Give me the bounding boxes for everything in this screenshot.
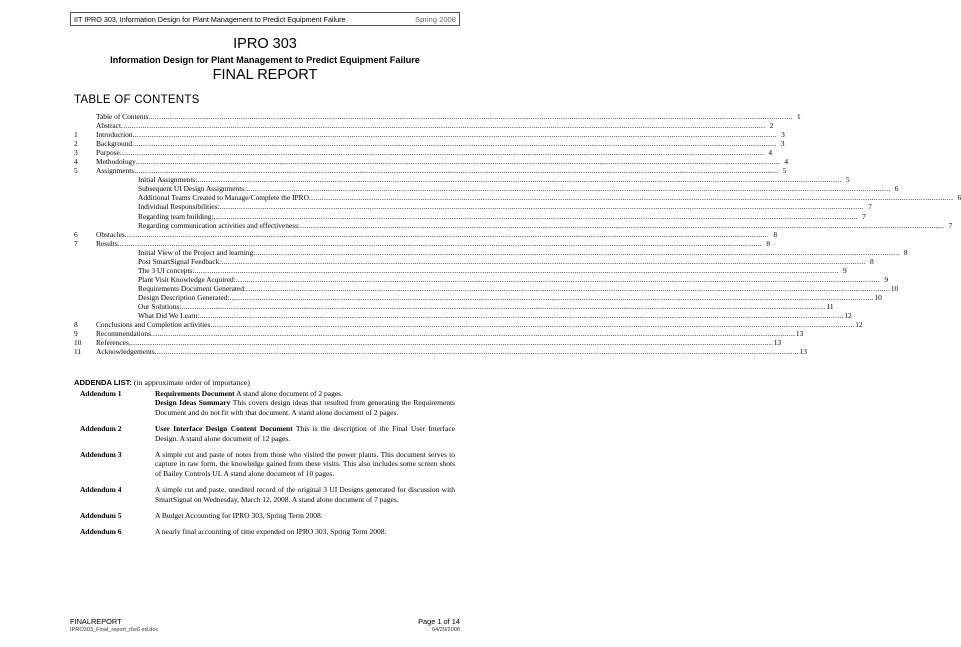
toc-entry-page: 8 [869,256,874,266]
toc-entry-page: 5 [845,175,850,185]
addendum-text: A Budget Accounting for IPRO 303, Spring Term 2008. [155,511,323,521]
toc-entry-number: 7 [74,238,78,248]
toc-entry[interactable] [74,193,961,203]
toc-entry-page: 12 [855,320,863,330]
toc-entry-label: References [96,338,129,348]
toc-dot-leader: ............................................................................................................................................................................................................................................................................................................ [121,121,766,131]
toc-entry-label: Post SmartSignal Feedback: [138,256,222,266]
addendum-label: Addendum 1 [80,389,122,398]
toc-entry[interactable] [74,347,807,357]
toc-dot-leader: ............................................................................................................................................................................................................................................................................................................ [213,211,858,221]
toc-entry[interactable] [74,311,852,321]
toc-dot-leader: ............................................................................................................................................................................................................................................................................................................ [151,329,796,339]
toc-entry[interactable] [74,157,789,167]
toc-entry-label: Obstacles [96,229,125,239]
addendum-item [80,511,455,520]
toc-entry-label: Requirements Document Generated: [138,283,246,293]
footer-doc-title: FINALREPORT [70,617,122,626]
toc-entry[interactable] [74,184,899,194]
toc-entry-label: Conclusions and Completion activities [96,320,211,330]
addendum-title: User Interface Design Content Document [155,424,293,434]
toc-dot-leader: ............................................................................................................................................................................................................................................................................................................ [199,311,844,321]
header-date: Spring 2008 [415,14,456,24]
addendum-item [80,424,455,443]
addendum-description [155,424,455,443]
toc-entry-page: 5 [782,166,787,176]
addendum-text: A nearly final accounting of time expended on IPRO 303, Spring Term 2008. [155,527,387,537]
toc-entry[interactable] [74,166,787,176]
toc-entry-page: 13 [799,347,807,357]
toc-entry-page: 9 [884,274,889,284]
toc-entry[interactable] [74,274,889,284]
addenda-heading [74,378,250,387]
toc-entry-page: 8 [773,229,778,239]
toc-entry-label: Results [96,238,118,248]
document-subtitle: Information Design for Plant Management to Predict Equipment Failure [110,55,420,65]
toc-dot-leader: ............................................................................................................................................................................................................................................................................................................ [124,229,770,239]
toc-entry[interactable] [74,238,771,248]
toc-dot-leader: ............................................................................................................................................................................................................................................................................................................ [119,148,765,158]
toc-entry[interactable] [74,148,773,158]
toc-dot-leader: ............................................................................................................................................................................................................................................................................................................ [255,247,900,257]
toc-entry-number: 2 [74,139,78,149]
addendum-description [155,511,455,520]
toc-entry[interactable] [74,139,785,149]
toc-dot-leader: ............................................................................................................................................................................................................................................................................................................ [245,283,891,293]
toc-dot-leader: ............................................................................................................................................................................................................................................................................................................ [132,139,777,149]
toc-entry-page: 7 [948,220,953,230]
toc-entry-page: 9 [843,265,847,275]
toc-entry[interactable] [74,202,872,212]
addendum-subtitle: Design Ideas Summary [155,398,231,408]
toc-entry-number: 11 [74,347,82,357]
toc-entry-label: Acknowledgements [96,347,155,357]
toc-dot-leader: ............................................................................................................................................................................................................................................................................................................ [132,130,777,140]
toc-entry[interactable] [74,320,863,330]
document-title: FINAL REPORT [212,67,318,83]
toc-entry-number: 5 [74,166,78,176]
toc-entry-page: 8 [903,247,908,257]
toc-entry[interactable] [74,292,882,302]
toc-entry-page: 13 [773,338,782,348]
toc-entry[interactable] [74,229,778,239]
footer-date: 04/29/2008 [432,627,460,633]
toc-entry-label: Background [96,139,133,149]
toc-entry-page: 11 [826,301,834,311]
addendum-title: Requirements Document [155,389,235,398]
toc-entry-page: 12 [844,311,852,321]
toc-entry-label: Initial Assignments: [138,175,198,185]
toc-dot-leader: ............................................................................................................................................................................................................................................................................................................ [194,265,839,275]
toc-entry-page: 7 [862,211,866,221]
toc-heading: TABLE OF CONTENTS [74,93,200,106]
toc-entry-page: 7 [868,202,872,212]
toc-entry[interactable] [74,247,908,257]
toc-entry[interactable] [74,112,801,121]
toc-entry-page: 6 [957,193,961,203]
footer-page-number: Page 1 of 14 [418,617,460,626]
toc-dot-leader: ............................................................................................................................................................................................................................................................................................................ [181,301,826,311]
toc-entry-label: What Did We Learn: [138,311,200,321]
toc-entry[interactable] [74,220,953,230]
toc-entry-page: 1 [797,112,801,121]
toc-dot-leader: ............................................................................................................................................................................................................................................................................................................ [148,112,793,121]
toc-entry-label: Assignments [96,166,135,176]
toc-entry-label: Introduction [96,130,133,140]
toc-entry[interactable] [74,175,850,185]
addendum-text: A simple cut and paste, unedited record of the original 3 UI Designs generated for discussion with SmartSignal on Wednesday, March 12, 2008. A stand alone document of 7 pages. [155,485,455,504]
toc-dot-leader: ............................................................................................................................................................................................................................................................................................................ [135,157,781,167]
toc-entry-page: 4 [768,148,773,158]
addendum-label: Addendum 5 [80,511,122,521]
toc-dot-leader: ............................................................................................................................................................................................................................................................................................................ [235,274,881,284]
toc-entry-label: Initial View of the Project and learning: [138,247,256,257]
toc-entry[interactable] [74,301,834,311]
toc-entry-label: The 3 UI concepts: [138,265,195,275]
toc-entry-page: 13 [795,329,804,339]
addendum-text: A stand alone document of 2 pages. [234,389,343,398]
toc-entry-page: 4 [784,157,789,167]
toc-entry-page: 2 [769,121,774,131]
toc-entry-label: Individual Responsibilities: [138,202,220,212]
toc-entry-label: Recommendations [96,329,152,339]
toc-entry-page: 3 [781,130,785,140]
toc-entry[interactable] [74,130,785,140]
addendum-item [80,527,455,536]
toc-entry[interactable] [74,329,804,339]
toc-dot-leader: ............................................................................................................................................................................................................................................................................................................ [300,220,945,230]
toc-entry-number: 8 [74,320,78,330]
addenda-heading-note: (in approximate order of importance) [131,378,250,387]
footer-left [70,617,158,633]
addenda-heading-bold: ADDENDA LIST: [74,378,132,387]
addenda-list [80,389,455,544]
toc-entry-number: 6 [74,229,78,239]
toc-entry[interactable] [74,283,899,293]
addendum-label: Addendum 6 [80,527,122,537]
toc-entry[interactable] [74,256,874,266]
toc-entry-number: 10 [74,338,82,348]
toc-dot-leader: ............................................................................................................................................................................................................................................................................................................ [210,320,855,330]
header-title: IIT IPRO 303, Information Design for Plant Management to Predict Equipment Failure [74,14,346,24]
toc-entry[interactable] [74,211,866,221]
toc-entry-page: 3 [780,139,785,149]
footer-file-name: IPRO303_Final_report_rbs6 ed.doc [70,627,159,633]
addendum-item [80,450,455,478]
toc-dot-leader: ............................................................................................................................................................................................................................................................................................................ [246,184,891,194]
addendum-text: This is the description of the Final User Interface Design. A stand alone document of 12 pages. [155,424,455,443]
toc-entry-page: 8 [766,238,771,248]
toc-entry-number: 9 [74,329,78,339]
addendum-description [155,527,455,536]
toc-entry-page: 10 [890,283,899,293]
running-header [70,12,460,26]
addendum-description [155,389,455,417]
addendum-item [80,485,455,504]
toc-entry-label: Regarding team building: [138,211,214,221]
toc-dot-leader: ............................................................................................................................................................................................................................................................................................................ [229,292,874,302]
toc-entry-label: Our Solutions: [138,301,182,311]
toc-dot-leader: ............................................................................................................................................................................................................................................................................................................ [128,338,774,348]
addendum-label: Addendum 4 [80,485,122,495]
toc-entry-label: Additional Teams Created to Manage/Complete the IPRO [138,193,309,203]
addendum-description [155,450,455,478]
toc-entry-number: 4 [74,157,78,167]
toc-entry-label: Design Description Generated: [138,292,230,302]
toc-entry-label: Table of Contents [96,112,149,121]
toc-entry-label: Purpose [96,148,120,158]
footer-right [418,617,460,633]
addendum-description [155,485,455,504]
toc-entry-number: 3 [74,148,78,158]
toc-entry-page: 10 [874,292,882,302]
addendum-label: Addendum 3 [80,450,122,460]
toc-dot-leader: ............................................................................................................................................................................................................................................................................................................ [134,166,779,176]
toc-entry-label: Abstract [96,121,122,131]
toc-entry-label: Plant Visit Knowledge Acquired: [138,274,236,284]
toc-dot-leader: ............................................................................................................................................................................................................................................................................................................ [197,175,842,185]
toc-dot-leader: ............................................................................................................................................................................................................................................................................................................ [221,256,866,266]
addendum-text: A simple cut and paste of notes from those who visited the power plants. This document serves to capture in raw form, the knowledge gained from these visits. This also includes some screen shots of Bailey Controls UI. A stand alone document of 10 pages. [155,450,455,478]
toc-entry[interactable] [74,121,774,131]
addendum-label: Addendum 2 [80,424,122,434]
document-code: IPRO 303 [233,36,297,52]
toc-dot-leader: ............................................................................................................................................................................................................................................................................................................ [308,193,954,203]
toc-entry[interactable] [74,338,782,348]
toc-dot-leader: ............................................................................................................................................................................................................................................................................................................ [117,238,763,248]
addendum-item [80,389,455,417]
toc-entry-label: Subsequent UI Design Assignments: [138,184,247,194]
toc-entry-label: Methodology [96,157,136,167]
toc-entry-number: 1 [74,130,78,140]
toc-dot-leader: ............................................................................................................................................................................................................................................................................................................ [219,202,864,212]
toc-entry-page: 6 [894,184,899,194]
table-of-contents [74,112,961,357]
toc-dot-leader: ............................................................................................................................................................................................................................................................................................................ [154,347,799,357]
toc-entry[interactable] [74,265,847,275]
toc-entry-label: Regarding communication activities and effectiveness: [138,220,300,230]
addendum-subtext: This covers design ideas that resulted from generating the Requirements Document and do not fit with that document. A stand alone document of 2 pages. [155,398,455,417]
